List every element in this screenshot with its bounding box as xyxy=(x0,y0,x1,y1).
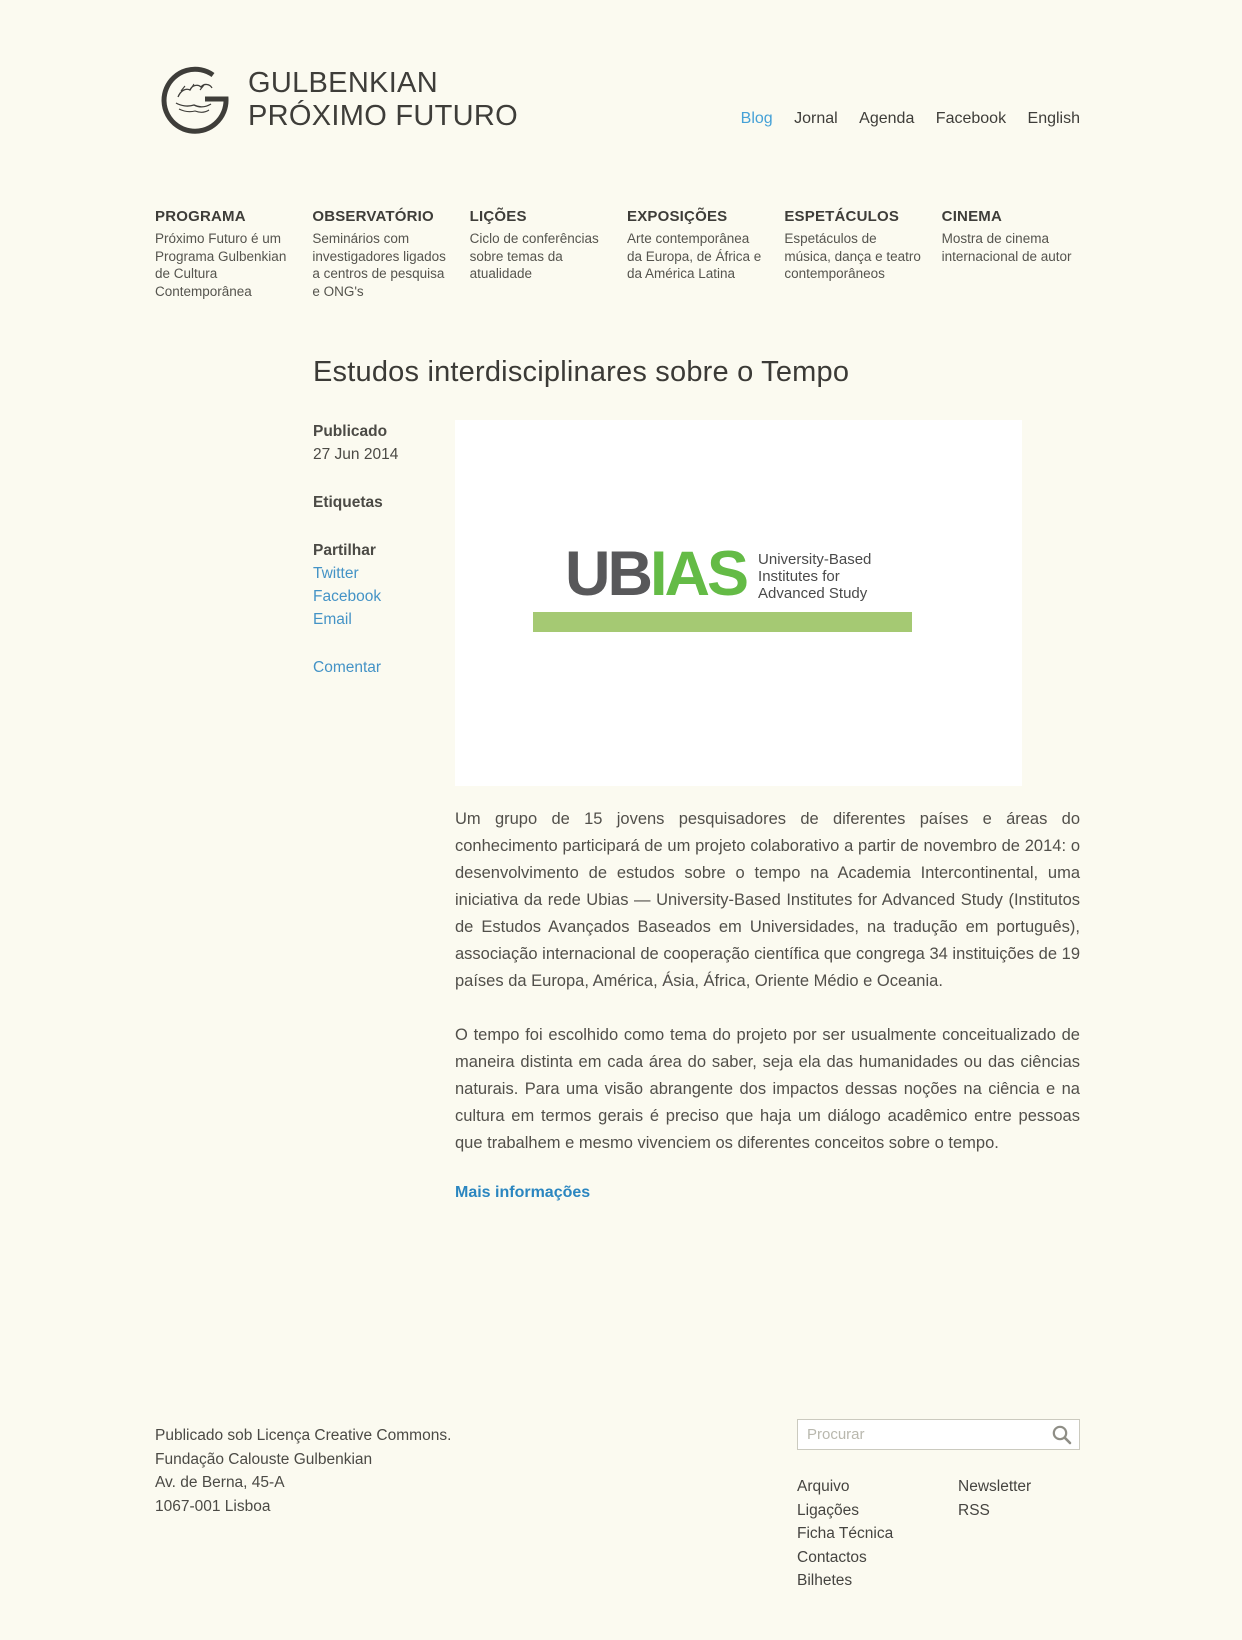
section-observatorio xyxy=(312,208,450,300)
section-exposicoes xyxy=(627,208,765,300)
ubias-wordmark-green: IAS xyxy=(650,539,747,609)
nav-jornal[interactable]: Jornal xyxy=(794,110,838,127)
section-cinema-desc: Mostra de cinema internacional de autor xyxy=(941,231,1072,264)
section-observatorio-desc: Seminários com investigadores ligados a centros de pesquisa e ONG's xyxy=(312,231,446,299)
article-image-ubias xyxy=(455,420,1022,786)
article-title: Estudos interdisciplinares sobre o Tempo xyxy=(313,356,850,388)
section-espetaculos-title[interactable]: ESPETÁCULOS xyxy=(784,208,900,225)
gulbenkian-g-icon xyxy=(155,60,235,140)
tags-label: Etiquetas xyxy=(313,494,383,511)
ubias-logo xyxy=(565,540,871,608)
footer-links xyxy=(797,1475,1080,1593)
published-date: 27 Jun 2014 xyxy=(313,446,399,463)
footer-foundation-line: Fundação Calouste Gulbenkian xyxy=(155,1450,373,1468)
ubias-caption-line-2: Institutes for xyxy=(758,568,840,585)
footer-license-line: Publicado sob Licença Creative Commons. xyxy=(155,1427,452,1444)
site-logo-text xyxy=(248,67,518,133)
footer-link-arquivo[interactable]: Arquivo xyxy=(797,1478,850,1495)
site-logo[interactable] xyxy=(155,60,518,140)
logo-line-2: PRÓXIMO FUTURO xyxy=(248,100,519,132)
footer-link-ligacoes[interactable]: Ligações xyxy=(797,1501,860,1519)
search-box xyxy=(797,1419,1080,1450)
footer-links-col2 xyxy=(958,1475,1080,1593)
ubias-wordmark xyxy=(565,540,746,608)
more-info-link[interactable]: Mais informações xyxy=(455,1184,591,1201)
share-label: Partilhar xyxy=(313,542,376,559)
article-meta xyxy=(313,420,453,679)
footer-street-line: Av. de Berna, 45-A xyxy=(155,1474,285,1491)
top-nav xyxy=(724,110,1080,128)
section-licoes-title[interactable]: LIÇÕES xyxy=(469,208,527,225)
nav-english[interactable]: English xyxy=(1027,110,1080,127)
section-licoes xyxy=(470,208,608,300)
section-espetaculos-desc: Espetáculos de música, dança e teatro contemporâneos xyxy=(784,231,921,281)
ubias-green-bar xyxy=(533,612,912,632)
logo-line-1: GULBENKIAN xyxy=(248,67,438,99)
nav-blog[interactable]: Blog xyxy=(740,110,773,127)
section-programa-desc: Próximo Futuro é um Programa Gulbenkian de Cultura Contemporânea xyxy=(155,231,287,299)
share-twitter-link[interactable]: Twitter xyxy=(313,565,359,582)
ubias-caption-line-1: University-Based xyxy=(758,551,872,568)
footer-links-col1 xyxy=(797,1475,958,1593)
section-cinema-title[interactable]: CINEMA xyxy=(941,208,1003,225)
footer-link-ficha-tecnica[interactable]: Ficha Técnica xyxy=(797,1525,894,1542)
ubias-wordmark-dark: UB xyxy=(565,539,650,609)
share-group xyxy=(313,539,453,631)
published-label: Publicado xyxy=(313,423,388,440)
section-observatorio-title[interactable]: OBSERVATÓRIO xyxy=(312,208,434,225)
published-group xyxy=(313,420,453,466)
section-exposicoes-desc: Arte contemporânea da Europa, de África e da América Latina xyxy=(626,231,762,281)
nav-agenda[interactable]: Agenda xyxy=(859,110,915,127)
nav-facebook[interactable]: Facebook xyxy=(935,110,1007,127)
article-paragraph-1: Um grupo de 15 jovens pesquisadores de diferentes países e áreas do conhecimento participará de um projeto colaborativo a partir de novembro de 2014: o desenvolvimento de estudos sobre o tempo na Academia Intercontinental, uma iniciativa da rede Ubias — University-Based Institutes for Advanced Study (Institutos de Estudos Avançados Baseados em Universidades, na tradução em português), associação internacional de cooperação científica que congrega 34 instituições de 19 países da Europa, América, Ásia, África, Oriente Médio e Oceania. xyxy=(455,810,1080,990)
comment-link[interactable]: Comentar xyxy=(313,659,382,676)
footer-address xyxy=(155,1424,451,1518)
ubias-caption-line-3: Advanced Study xyxy=(758,585,868,602)
section-espetaculos xyxy=(784,208,922,300)
section-exposicoes-title[interactable]: EXPOSIÇÕES xyxy=(626,208,728,225)
footer-link-newsletter[interactable]: Newsletter xyxy=(958,1478,1032,1495)
footer-city-line: 1067-001 Lisboa xyxy=(155,1497,271,1515)
section-programa-title[interactable]: PROGRAMA xyxy=(155,208,246,225)
search-icon[interactable] xyxy=(1051,1424,1073,1446)
section-licoes-desc: Ciclo de conferências sobre temas da atualidade xyxy=(469,231,599,281)
footer-link-bilhetes[interactable]: Bilhetes xyxy=(797,1572,853,1589)
footer-link-rss[interactable]: RSS xyxy=(958,1501,990,1519)
share-facebook-link[interactable]: Facebook xyxy=(313,588,382,605)
footer-right xyxy=(797,1419,1080,1593)
article-paragraph-2: O tempo foi escolhido como tema do projeto por ser usualmente conceitualizado de maneira distinta em cada área do saber, seja ela das humanidades ou das ciências naturais. Para uma visão abrangente dos impactos dessas noções na ciência e na cultura em termos gerais é preciso que haja um diálogo acadêmico entre pessoas que trabalhem e mesmo vivenciem os diferentes conceitos sobre o tempo. xyxy=(455,1026,1080,1152)
section-cinema xyxy=(942,208,1080,300)
article-body xyxy=(455,806,1080,1202)
search-input[interactable] xyxy=(798,1420,1079,1449)
share-email-link[interactable]: Email xyxy=(313,611,352,628)
ubias-caption xyxy=(758,551,871,602)
footer-link-contactos[interactable]: Contactos xyxy=(797,1548,867,1566)
tags-group xyxy=(313,491,453,514)
section-nav xyxy=(155,208,1080,300)
section-programa xyxy=(155,208,293,300)
